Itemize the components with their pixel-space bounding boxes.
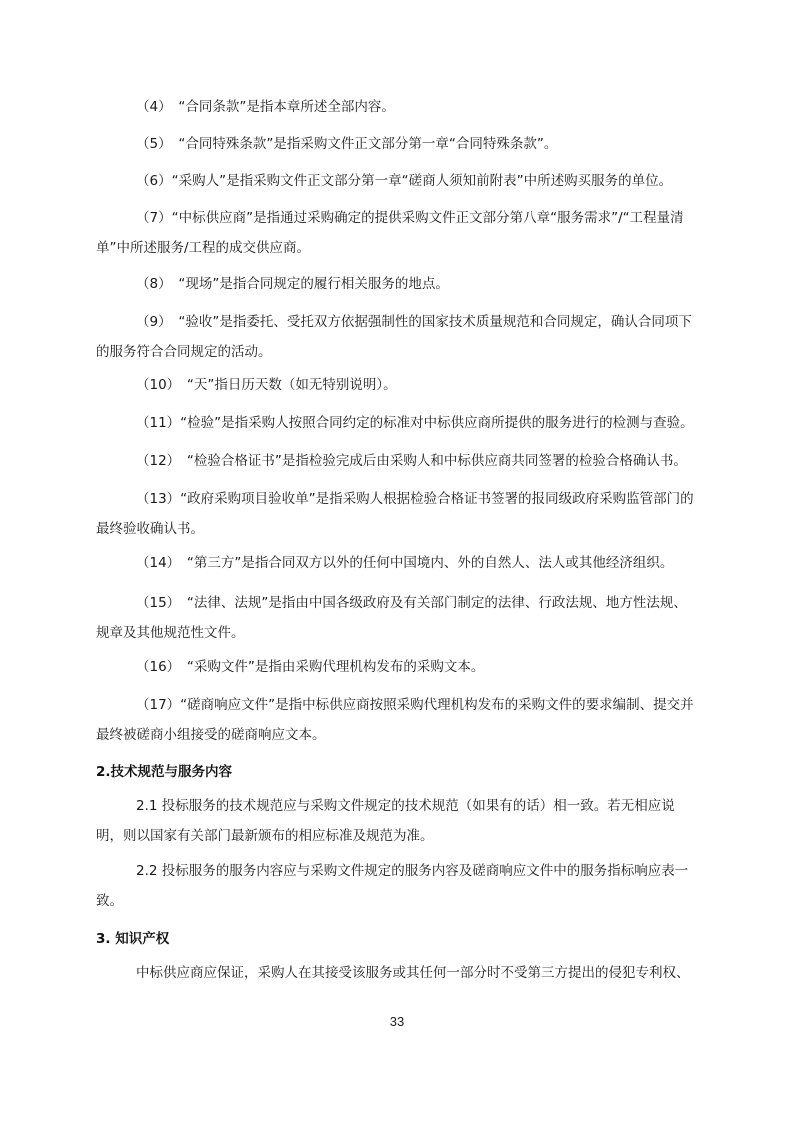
clause-6: （6）“采购人”是指采购文件正文部分第一章“磋商人须知前附表”中所述购买服务的单位。 <box>136 173 673 189</box>
clause-13: （13）“政府采购项目验收单”是指采购人根据检验合格证书签署的报同级政府采购监管部门的最终验收确认书。 <box>96 491 694 537</box>
clause-10: （10） “天”指日历天数（如无特别说明）。 <box>136 377 397 393</box>
clause-5: （5） “合同特殊条款”是指采购文件正文部分第一章“合同特殊条款”。 <box>136 136 558 152</box>
section-2-heading: 2.技术规范与服务内容 <box>96 764 233 780</box>
clause-16: （16） “采购文件”是指由采购代理机构发布的采购文本。 <box>136 659 485 675</box>
section-2-1: 2.1 投标服务的技术规范应与采购文件规定的技术规范（如果有的话）相一致。若无相应说明，则以国家有关部门最新颁布的相应标准及规范为准。 <box>96 798 675 844</box>
clause-9: （9） “验收”是指委托、受托双方依据强制性的国家技术质量规范和合同规定，确认合同项下的服务符合合同规定的活动。 <box>96 314 692 360</box>
clause-14: （14） “第三方”是指合同双方以外的任何中国境内、外的自然人、法人或其他经济组织。 <box>136 555 674 571</box>
clause-15: （15） “法律、法规”是指由中国各级政府及有关部门制定的法律、行政法规、地方性法规、规章及其他规范性文件。 <box>96 595 687 641</box>
clause-7: （7）“中标供应商”是指通过采购确定的提供采购文件正文部分第八章“服务需求”/“工程量清单”中所述服务/工程的成交供应商。 <box>96 210 684 256</box>
clause-17: （17）“磋商响应文件”是指中标供应商按照采购代理机构发布的采购文件的要求编制、提交并最终被磋商小组接受的磋商响应文本。 <box>96 697 694 743</box>
section-3-heading: 3. 知识产权 <box>96 931 170 947</box>
section-2-2: 2.2 投标服务的服务内容应与采购文件规定的服务内容及磋商响应文件中的服务指标响应表一致。 <box>96 863 689 909</box>
page-number: 33 <box>389 1014 405 1029</box>
clause-12: （12） “检验合格证书”是指检验完成后由采购人和中标供应商共同签署的检验合格确认书。 <box>136 453 687 469</box>
clause-4: （4） “合同条款”是指本章所述全部内容。 <box>136 99 395 115</box>
clause-8: （8） “现场”是指合同规定的履行相关服务的地点。 <box>136 276 449 292</box>
section-3-text: 中标供应商应保证，采购人在其接受该服务或其任何一部分时不受第三方提出的侵犯专利权、 <box>136 965 690 981</box>
clause-11: （11）“检验”是指采购人按照合同约定的标准对中标供应商所提供的服务进行的检测与查验。 <box>136 415 694 431</box>
